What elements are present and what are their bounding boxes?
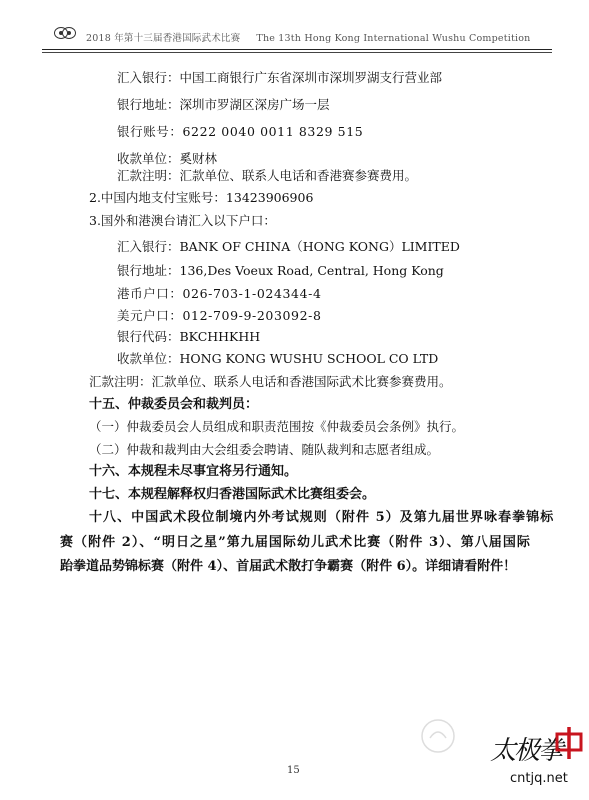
bank-name-line: 汇入银行：中国工商银行广东省深圳市深圳罗湖支行营业部 xyxy=(117,70,443,85)
header-rule-thin xyxy=(42,52,552,53)
hkd-account-line: 港币户口：026-703-1-024344-4 xyxy=(117,286,322,301)
header-title-cn: 2018 年第十三届香港国际武术比赛 xyxy=(86,33,241,44)
overseas-payee-line: 收款单位：HONG KONG WUSHU SCHOOL CO LTD xyxy=(117,351,439,366)
overseas-bank-address-line: 银行地址：136,Des Voeux Road, Central, Hong Kong xyxy=(117,263,444,278)
header-title-en: The 13th Hong Kong International Wushu Competition xyxy=(256,33,531,44)
bank-code-line: 银行代码：BKCHHKHH xyxy=(117,329,261,344)
competition-logo-icon xyxy=(54,26,76,40)
section-17-heading: 十七、本规程解释权归香港国际武术比赛组委会。 xyxy=(89,487,376,502)
usd-account-line: 美元户口：012-709-9-203092-8 xyxy=(117,308,322,323)
section-18-line-2: 赛（附件 2）、“明日之星”第九届国际幼儿武术比赛（附件 3）、第八届国际 xyxy=(60,535,531,550)
watermark-url: cntjq.net xyxy=(510,771,568,786)
header-title xyxy=(86,30,530,44)
section-18-line-1: 十八、中国武术段位制境内外考试规则（附件 5）及第九届世界咏春拳锦标 xyxy=(89,510,555,525)
section-15-item-1: （一）仲裁委员会人员组成和职责范围按《仲裁委员会条例》执行。 xyxy=(89,419,465,434)
alipay-account-line: 2.中国内地支付宝账号：13423906906 xyxy=(89,190,314,205)
section-18-line-3: 跆拳道品势锦标赛（附件 4）、首届武术散打争霸赛（附件 6）。详细请看附件！ xyxy=(60,559,517,574)
payee-line: 收款单位：奚财林 xyxy=(117,151,218,166)
section-15-item-2: （二）仲裁和裁判由大会组委会聘请、随队裁判和志愿者组成。 xyxy=(89,442,440,457)
overseas-bank-name-line: 汇入银行：BANK OF CHINA（HONG KONG）LIMITED xyxy=(117,239,460,254)
bank-account-line: 银行账号：6222 0040 0011 8329 515 xyxy=(117,124,364,139)
header-rule xyxy=(42,49,552,50)
overseas-remittance-note-line: 汇款注明：汇款单位、联系人电话和香港国际武术比赛参赛费用。 xyxy=(89,374,452,389)
bank-address-line: 银行地址：深圳市罗湖区深房广场一层 xyxy=(117,97,330,112)
page-number: 15 xyxy=(287,765,300,776)
overseas-remittance-heading: 3.国外和港澳台请汇入以下户口： xyxy=(89,213,276,228)
watermark-circle-logo-icon xyxy=(420,718,456,754)
watermark-script-text: 太极拳 xyxy=(490,736,563,766)
section-15-heading: 十五、仲裁委员会和裁判员： xyxy=(89,397,259,412)
page-header xyxy=(42,22,552,52)
watermark-red-character xyxy=(554,726,584,760)
section-16-heading: 十六、本规程未尽事宜将另行通知。 xyxy=(89,464,298,479)
remittance-note-line: 汇款注明：汇款单位、联系人电话和香港赛参赛费用。 xyxy=(117,168,418,183)
